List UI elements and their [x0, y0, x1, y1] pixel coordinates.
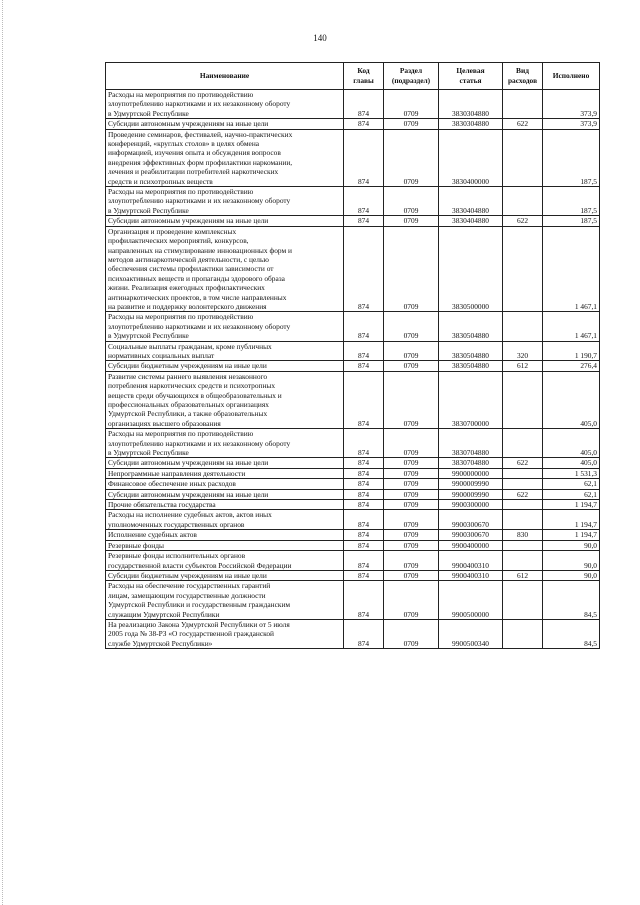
cell-expense-type: 320: [503, 341, 543, 361]
cell-expense-type: [503, 619, 543, 648]
cell-chapter-code: 874: [344, 341, 384, 361]
cell-target-article: 9900400310: [439, 570, 503, 580]
cell-executed: 1 467,1: [543, 312, 600, 341]
cell-expense-type: 612: [503, 361, 543, 371]
cell-chapter-code: 874: [344, 312, 384, 341]
cell-expense-type: [503, 129, 543, 186]
cell-target-article: 3830700000: [439, 371, 503, 428]
table-body: [106, 90, 600, 649]
table-row: [106, 458, 600, 468]
table-row: [106, 216, 600, 226]
table-row: [106, 540, 600, 550]
cell-executed: 187,5: [543, 129, 600, 186]
cell-chapter-code: 874: [344, 510, 384, 530]
cell-chapter-code: 874: [344, 226, 384, 312]
header-executed: Исполнено: [543, 63, 600, 90]
cell-target-article: 9900500000: [439, 581, 503, 620]
cell-target-article: 9900009990: [439, 489, 503, 499]
header-expense-type: Вид расходов: [503, 63, 543, 90]
header-section: Раздел (подраздел): [384, 63, 439, 90]
cell-target-article: 3830400000: [439, 129, 503, 186]
table-row: [106, 551, 600, 571]
cell-name: Организация и проведение комплексных профилактических мероприятий, конкурсов, направленных на стимулирование инновационных форм и методов антинаркотической деятельности, с целью обеспечения системы профилактики зависимости от психоактивных веществ и пропаганды здорового образа жизни. Реализация ежегодных профилактических антинаркотических проектов, в том числе направленных на развитие и поддержку волонтерского движения: [106, 226, 344, 312]
cell-section: 0709: [384, 581, 439, 620]
cell-target-article: 3830704880: [439, 429, 503, 458]
cell-expense-type: 622: [503, 489, 543, 499]
cell-expense-type: 830: [503, 530, 543, 540]
cell-name: Субсидии автономным учреждениям на иные цели: [106, 458, 344, 468]
cell-executed: 1 467,1: [543, 226, 600, 312]
cell-executed: 373,9: [543, 119, 600, 129]
cell-executed: 62,1: [543, 489, 600, 499]
cell-name: Исполнение судебных актов: [106, 530, 344, 540]
cell-chapter-code: 874: [344, 187, 384, 216]
cell-target-article: 9900000000: [439, 468, 503, 478]
cell-section: 0709: [384, 129, 439, 186]
header-target-article: Целевая статья: [439, 63, 503, 90]
cell-section: 0709: [384, 187, 439, 216]
cell-executed: 90,0: [543, 570, 600, 580]
cell-target-article: 9900300670: [439, 530, 503, 540]
cell-chapter-code: 874: [344, 581, 384, 620]
cell-executed: 1 531,3: [543, 468, 600, 478]
cell-name: Расходы на мероприятия по противодействию злоупотреблению наркотиками и их незаконному обороту в Удмуртской Республике: [106, 90, 344, 119]
cell-executed: 187,5: [543, 216, 600, 226]
cell-name: Расходы на исполнение судебных актов, актов иных уполномоченных государственных органов: [106, 510, 344, 530]
table-row: [106, 226, 600, 312]
cell-executed: 187,5: [543, 187, 600, 216]
cell-name: Субсидии автономным учреждениям на иные цели: [106, 489, 344, 499]
cell-name: Непрограммные направления деятельности: [106, 468, 344, 478]
cell-chapter-code: 874: [344, 489, 384, 499]
cell-target-article: 3830504880: [439, 312, 503, 341]
cell-name: Субсидии бюджетным учреждениям на иные цели: [106, 361, 344, 371]
cell-section: 0709: [384, 468, 439, 478]
cell-executed: 1 194,7: [543, 530, 600, 540]
cell-expense-type: [503, 581, 543, 620]
cell-section: 0709: [384, 341, 439, 361]
cell-section: 0709: [384, 570, 439, 580]
header-chapter-code: Код главы: [344, 63, 384, 90]
table-row: [106, 489, 600, 499]
cell-name: Расходы на мероприятия по противодействию злоупотреблению наркотиками и их незаконному обороту в Удмуртской Республике: [106, 429, 344, 458]
cell-section: 0709: [384, 429, 439, 458]
cell-executed: 1 194,7: [543, 510, 600, 530]
cell-executed: 373,9: [543, 90, 600, 119]
cell-target-article: 9900400310: [439, 551, 503, 571]
cell-chapter-code: 874: [344, 619, 384, 648]
cell-expense-type: 622: [503, 216, 543, 226]
cell-expense-type: [503, 429, 543, 458]
cell-target-article: 3830304880: [439, 90, 503, 119]
cell-chapter-code: 874: [344, 479, 384, 489]
cell-target-article: 9900400000: [439, 540, 503, 550]
table-row: [106, 479, 600, 489]
table-row: [106, 119, 600, 129]
cell-section: 0709: [384, 371, 439, 428]
cell-executed: 90,0: [543, 540, 600, 550]
cell-chapter-code: 874: [344, 216, 384, 226]
cell-name: Финансовое обеспечение иных расходов: [106, 479, 344, 489]
cell-name: Расходы на обеспечение государственных гарантий лицам, замещающим государственные должности Удмуртской Республики и государственным гражданским служащим Удмуртской Республики: [106, 581, 344, 620]
table-row: [106, 500, 600, 510]
cell-name: Расходы на мероприятия по противодействию злоупотреблению наркотиками и их незаконному обороту в Удмуртской Республике: [106, 187, 344, 216]
cell-chapter-code: 874: [344, 119, 384, 129]
cell-section: 0709: [384, 619, 439, 648]
cell-section: 0709: [384, 489, 439, 499]
cell-target-article: 3830500000: [439, 226, 503, 312]
cell-executed: 62,1: [543, 479, 600, 489]
page-number: 140: [313, 33, 327, 43]
cell-section: 0709: [384, 458, 439, 468]
cell-chapter-code: 874: [344, 530, 384, 540]
cell-name: Субсидии автономным учреждениям на иные цели: [106, 216, 344, 226]
cell-target-article: 3830504880: [439, 341, 503, 361]
cell-name: Субсидии бюджетным учреждениям на иные цели: [106, 570, 344, 580]
cell-expense-type: [503, 479, 543, 489]
cell-target-article: 3830404880: [439, 216, 503, 226]
cell-target-article: 3830404880: [439, 187, 503, 216]
cell-section: 0709: [384, 540, 439, 550]
cell-section: 0709: [384, 530, 439, 540]
cell-expense-type: 612: [503, 570, 543, 580]
cell-section: 0709: [384, 90, 439, 119]
table-row: [106, 581, 600, 620]
cell-expense-type: 622: [503, 458, 543, 468]
table-row: [106, 187, 600, 216]
cell-name: Развитие системы раннего выявления незаконного потребления наркотических средств и психотропных веществ среди обучающихся в общеобразовательных и профессиональных образовательных организациях Удмуртской Республики, а также образовательных организациях высшего образования: [106, 371, 344, 428]
cell-target-article: 9900500340: [439, 619, 503, 648]
table-row: [106, 371, 600, 428]
table-row: [106, 570, 600, 580]
cell-name: Резервные фонды: [106, 540, 344, 550]
cell-target-article: 9900009990: [439, 479, 503, 489]
table-row: [106, 530, 600, 540]
table-row: [106, 312, 600, 341]
cell-expense-type: [503, 540, 543, 550]
table-row: [106, 429, 600, 458]
cell-chapter-code: 874: [344, 551, 384, 571]
cell-name: Субсидии автономным учреждениям на иные цели: [106, 119, 344, 129]
cell-chapter-code: 874: [344, 468, 384, 478]
cell-expense-type: [503, 226, 543, 312]
cell-expense-type: [503, 500, 543, 510]
cell-section: 0709: [384, 312, 439, 341]
cell-expense-type: 622: [503, 119, 543, 129]
cell-executed: 84,5: [543, 619, 600, 648]
header-name: Наименование: [106, 63, 344, 90]
cell-name: Социальные выплаты гражданам, кроме публичных нормативных социальных выплат: [106, 341, 344, 361]
cell-expense-type: [503, 510, 543, 530]
cell-chapter-code: 874: [344, 500, 384, 510]
cell-name: Проведение семинаров, фестивалей, научно-практических конференций, «круглых столов» в целях обмена информацией, изучения опыта и обсуждения вопросов внедрения эффективных форм профилактики наркомании, лечения и реабилитации потребителей наркотических средств и психотропных веществ: [106, 129, 344, 186]
cell-chapter-code: 874: [344, 371, 384, 428]
cell-expense-type: [503, 312, 543, 341]
cell-executed: 405,0: [543, 371, 600, 428]
cell-executed: 1 190,7: [543, 341, 600, 361]
cell-section: 0709: [384, 500, 439, 510]
cell-chapter-code: 874: [344, 361, 384, 371]
cell-section: 0709: [384, 361, 439, 371]
cell-chapter-code: 874: [344, 429, 384, 458]
cell-chapter-code: 874: [344, 540, 384, 550]
cell-chapter-code: 874: [344, 129, 384, 186]
table-row: [106, 341, 600, 361]
cell-section: 0709: [384, 479, 439, 489]
cell-executed: 84,5: [543, 581, 600, 620]
table-row: [106, 468, 600, 478]
cell-expense-type: [503, 551, 543, 571]
cell-chapter-code: 874: [344, 570, 384, 580]
table-row: [106, 90, 600, 119]
cell-section: 0709: [384, 119, 439, 129]
cell-section: 0709: [384, 510, 439, 530]
cell-expense-type: [503, 187, 543, 216]
cell-executed: 1 194,7: [543, 500, 600, 510]
table-row: [106, 619, 600, 648]
cell-expense-type: [503, 371, 543, 428]
cell-target-article: 3830704880: [439, 458, 503, 468]
table-header-row: [106, 63, 600, 90]
cell-name: Расходы на мероприятия по противодействию злоупотреблению наркотиками и их незаконному обороту в Удмуртской Республике: [106, 312, 344, 341]
cell-name: Резервные фонды исполнительных органов государственной власти субъектов Российской Федерации: [106, 551, 344, 571]
budget-table: [105, 62, 600, 649]
cell-executed: 90,0: [543, 551, 600, 571]
cell-target-article: 9900300000: [439, 500, 503, 510]
cell-target-article: 3830304880: [439, 119, 503, 129]
table-row: [106, 361, 600, 371]
cell-target-article: 9900300670: [439, 510, 503, 530]
cell-section: 0709: [384, 551, 439, 571]
cell-section: 0709: [384, 226, 439, 312]
cell-expense-type: [503, 468, 543, 478]
table-row: [106, 510, 600, 530]
cell-executed: 276,4: [543, 361, 600, 371]
cell-chapter-code: 874: [344, 90, 384, 119]
cell-section: 0709: [384, 216, 439, 226]
cell-chapter-code: 874: [344, 458, 384, 468]
cell-name: На реализацию Закона Удмуртской Республики от 5 июля 2005 года № 38-РЗ «О государственной гражданской службе Удмуртской Республики»: [106, 619, 344, 648]
cell-executed: 405,0: [543, 429, 600, 458]
cell-target-article: 3830504880: [439, 361, 503, 371]
cell-name: Прочие обязательства государства: [106, 500, 344, 510]
cell-executed: 405,0: [543, 458, 600, 468]
page-edge-marks: [2, 0, 5, 905]
cell-expense-type: [503, 90, 543, 119]
table-row: [106, 129, 600, 186]
